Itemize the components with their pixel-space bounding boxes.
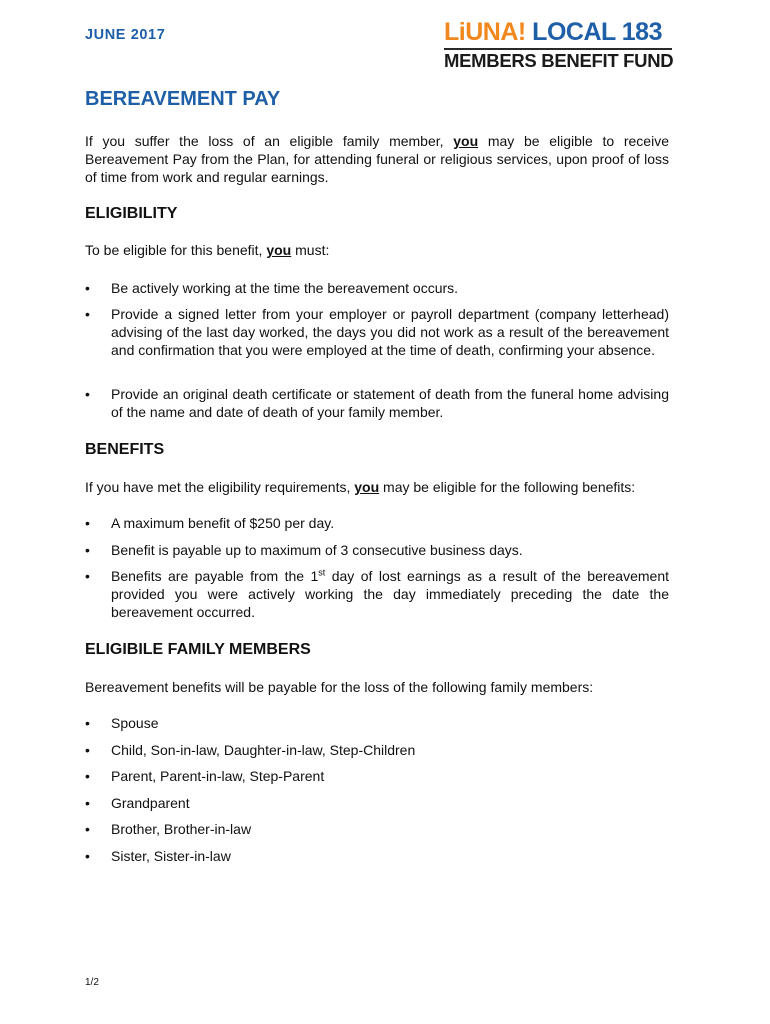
family-members-heading: ELIGIBILE FAMILY MEMBERS (85, 641, 311, 658)
logo-brand: LiUNA! (444, 18, 526, 46)
logo-local: LOCAL 183 (532, 18, 662, 46)
intro-paragraph: If you suffer the loss of an eligible family member, you may be eligible to receive Bereavement Pay from the Plan, for attending funeral or religious services, upon proof of loss of time from work and regular earnings. (85, 133, 669, 185)
benefits-heading: BENEFITS (85, 441, 165, 458)
eligibility-heading: ELIGIBILITY (85, 205, 178, 222)
logo-subtitle: MEMBERS BENEFIT FUND (444, 49, 674, 71)
eligibility-lead: To be eligible for this benefit, you must: (85, 242, 330, 258)
benefits-lead: If you have met the eligibility requirements, you may be eligible for the following benefits: (85, 479, 636, 495)
family-members-lead: Bereavement benefits will be payable for the loss of the following family members: (85, 679, 594, 695)
document-date: JUNE 2017 (85, 27, 166, 43)
liuna-logo (444, 18, 672, 72)
page-number: 1/2 (85, 977, 99, 988)
emphasis-you: you (453, 133, 479, 149)
emphasis-you: you (266, 242, 292, 258)
page-title: BEREAVEMENT PAY (85, 88, 281, 110)
emphasis-you: you (354, 479, 380, 495)
